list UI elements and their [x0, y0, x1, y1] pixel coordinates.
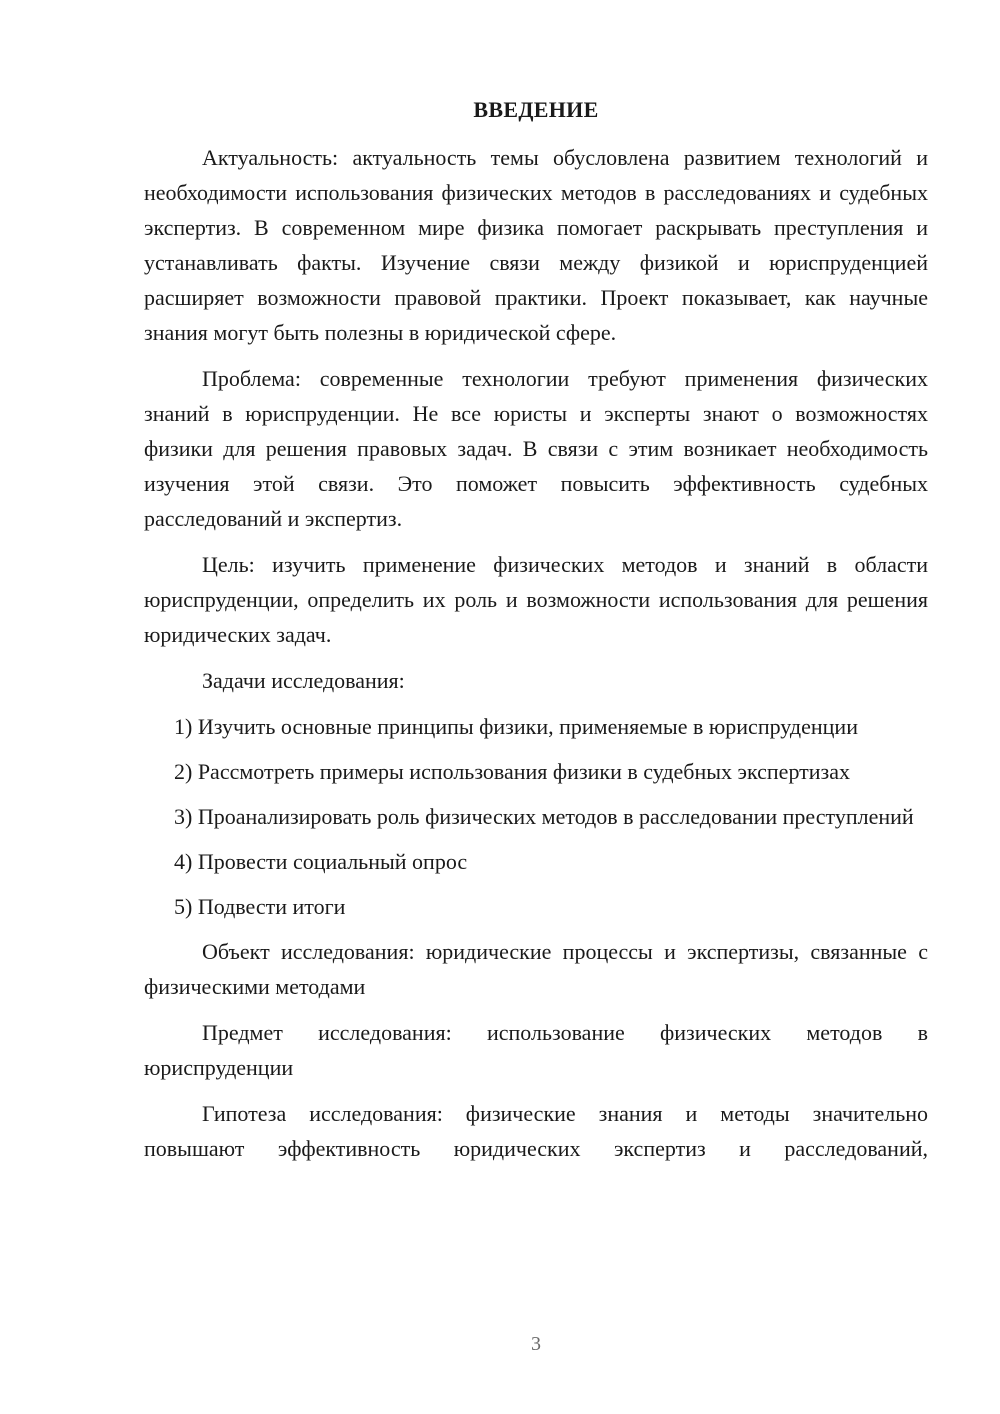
paragraph-relevance: Актуальность: актуальность темы обусловлена развитием технологий и необходимости использования физических методов в расследованиях и судебных экспертиз. В современном мире физика помогает раскрывать преступления и устанавливать факты. Изучение связи между физикой и юриспруденцией расширяет возможности правовой практики. Проект показывает, как научные знания могут быть полезны в юридической сфере. — [144, 145, 928, 345]
list-item-task-1: 1) Изучить основные принципы физики, применяемые в юриспруденции — [174, 714, 858, 739]
page-title: ВВЕДЕНИЕ — [473, 97, 599, 122]
paragraph-object: Объект исследования: юридические процессы и экспертизы, связанные с физическими методами — [144, 939, 928, 999]
list-item-task-3: 3) Проанализировать роль физических методов в расследовании преступлений — [174, 804, 914, 829]
list-item-task-5: 5) Подвести итоги — [174, 894, 346, 919]
list-item-task-4: 4) Провести социальный опрос — [174, 849, 468, 874]
page-number: 3 — [531, 1333, 541, 1355]
paragraph-goal: Цель: изучить применение физических методов и знаний в области юриспруденции, определить их роль и возможности использования для решения юридических задач. — [144, 552, 928, 647]
paragraph-hypothesis: Гипотеза исследования: физические знания и методы значительно повышают эффективность юридических экспертиз и расследований, — [144, 1101, 928, 1161]
document-body — [144, 140, 928, 1177]
tasks-heading: Задачи исследования: — [202, 668, 405, 693]
list-item-task-2: 2) Рассмотреть примеры использования физики в судебных экспертизах — [174, 759, 850, 784]
paragraph-problem: Проблема: современные технологии требуют применения физических знаний в юриспруденции. Не все юристы и эксперты знают о возможностях физики для решения правовых задач. В связи с этим возникает необходимость изучения этой связи. Это поможет повысить эффективность судебных расследований и экспертиз. — [144, 366, 928, 531]
paragraph-subject: Предмет исследования: использование физических методов в юриспруденции — [144, 1020, 928, 1080]
